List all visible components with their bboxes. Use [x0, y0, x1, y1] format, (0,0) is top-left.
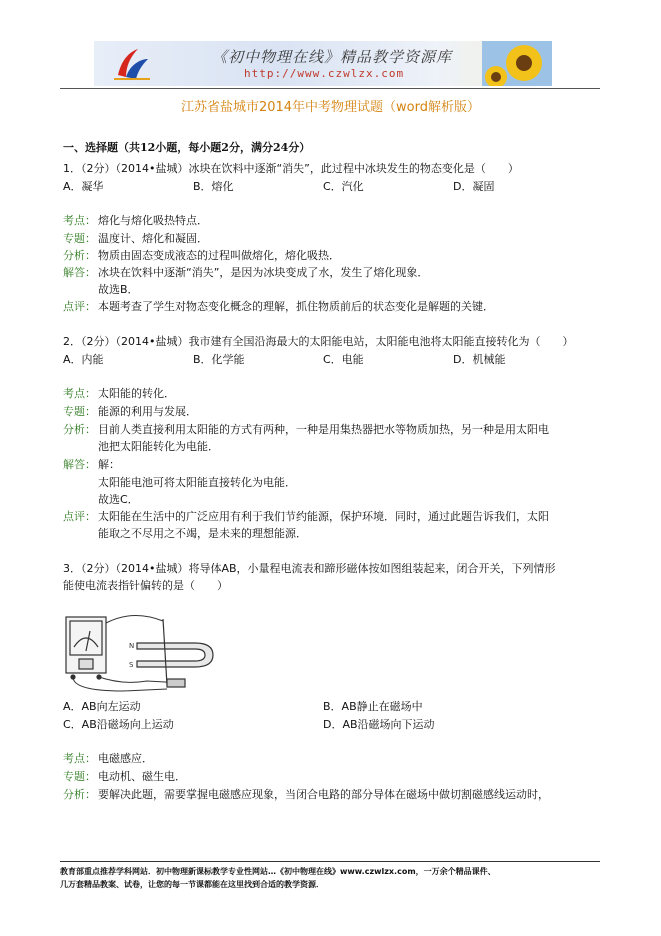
- q2-option-a: A．内能: [63, 353, 104, 366]
- q2-answer: 故选C．: [98, 493, 139, 506]
- q1-dianping: 本题考查了学生对物态变化概念的理解，抓住物质前后的状态变化是解题的关键．: [98, 300, 494, 313]
- q3-fenxi: 要解决此题，需要掌握电磁感应现象，当闭合电路的部分导体在磁场中做切割磁感线运动时，: [98, 788, 549, 801]
- q1-stem: 1．（2分）（2014•盐城）冰块在饮料中逐渐“消失”，此过程中冰块发生的物态变化是（ ）: [63, 162, 519, 175]
- q3-option-a: A．AB向左运动: [63, 700, 141, 713]
- q1-option-a: A．凝华: [63, 180, 104, 193]
- conductor-ab-icon: [163, 619, 185, 687]
- q2-fenxi-label: 分析：: [63, 423, 96, 436]
- q3-stem-1: 3．（2分）（2014•盐城）将导体AB，小量程电流表和蹄形磁体按如图组装起来，闭合开关，下列情形: [63, 562, 556, 575]
- q2-option-c: C．电能: [323, 353, 364, 366]
- q3-zhuanti-label: 专题：: [63, 770, 96, 783]
- banner-title: 《初中物理在线》精品教学资源库: [212, 48, 453, 66]
- q2-jieda-1: 太阳能电池可将太阳能直接转化为电能．: [98, 476, 296, 489]
- q1-kaodian: 熔化与熔化吸热特点．: [98, 214, 208, 227]
- banner-url: http://www.czwlzx.com: [244, 67, 405, 80]
- q2-dianping-2: 能取之不尽用之不竭，是未来的理想能源．: [98, 527, 307, 540]
- footer-line-1: 教育部重点推荐学科网站．初中物理新课标教学专业性网站…《初中物理在线》www.czwlzx.com，一万余个精品课件、: [60, 867, 496, 876]
- svg-text:S: S: [129, 661, 134, 669]
- svg-text:N: N: [129, 642, 135, 650]
- site-logo-icon: [112, 47, 152, 81]
- q2-dianping-1: 太阳能在生活中的广泛应用有利于我们节约能源，保护环境．同时，通过此题告诉我们，太阳: [98, 510, 549, 523]
- q3-zhuanti: 电动机、磁生电．: [98, 770, 186, 783]
- q2-zhuanti: 能源的利用与发展．: [98, 405, 197, 418]
- q3-kaodian-label: 考点：: [63, 752, 96, 765]
- section-title: 一、选择题（共12小题，每小题2分，满分24分）: [63, 141, 311, 154]
- q1-option-d: D．凝固: [453, 180, 495, 193]
- q2-zhuanti-label: 专题：: [63, 405, 96, 418]
- q1-fenxi: 物质由固态变成液态的过程叫做熔化，熔化吸热．: [98, 249, 340, 262]
- q1-kaodian-label: 考点：: [63, 214, 96, 227]
- document-title: 江苏省盐城市2014年中考物理试题（word解析版）: [180, 100, 481, 115]
- q2-fenxi-2: 池把太阳能转化为电能．: [98, 440, 219, 453]
- q1-option-b: B．熔化: [193, 180, 234, 193]
- q3-fenxi-label: 分析：: [63, 788, 96, 801]
- q1-zhuanti-label: 专题：: [63, 232, 96, 245]
- q3-kaodian: 电磁感应．: [98, 752, 153, 765]
- q2-option-b: B．化学能: [193, 353, 245, 366]
- q1-fenxi-label: 分析：: [63, 249, 96, 262]
- q1-jieda: 冰块在饮料中逐渐“消失”，是因为冰块变成了水，发生了熔化现象．: [98, 266, 429, 279]
- q1-jieda-label: 解答：: [63, 266, 96, 279]
- q3-option-d: D．AB沿磁场向下运动: [323, 718, 435, 731]
- sunflower-icon: [482, 41, 552, 86]
- header-rule: [60, 88, 600, 89]
- q2-kaodian-label: 考点：: [63, 387, 96, 400]
- q1-dianping-label: 点评：: [63, 300, 96, 313]
- footer-rule: [60, 861, 600, 862]
- q3-circuit-figure: [63, 607, 223, 695]
- q1-answer: 故选B．: [98, 283, 139, 296]
- q2-fenxi-1: 目前人类直接利用太阳能的方式有两种，一种是用集热器把水等物质加热，另一种是用太阳电: [98, 423, 549, 436]
- q3-option-b: B．AB静止在磁场中: [323, 700, 423, 713]
- q1-zhuanti: 温度计、熔化和凝固．: [98, 232, 208, 245]
- q2-jieda: 解：: [98, 458, 120, 471]
- header-banner: [94, 41, 552, 86]
- q3-option-c: C．AB沿磁场向上运动: [63, 718, 174, 731]
- q1-option-c: C．汽化: [323, 180, 364, 193]
- horseshoe-magnet-icon: [129, 642, 213, 669]
- footer-line-2: 几万套精品教案、试卷，让您的每一节课都能在这里找到合适的教学资源．: [60, 880, 324, 889]
- q2-option-d: D．机械能: [453, 353, 506, 366]
- q3-stem-2: 能使电流表指针偏转的是（ ）: [63, 579, 228, 592]
- q2-kaodian: 太阳能的转化．: [98, 387, 175, 400]
- q2-jieda-label: 解答：: [63, 458, 96, 471]
- q2-dianping-label: 点评：: [63, 510, 96, 523]
- q2-stem: 2．（2分）（2014•盐城）我市建有全国沿海最大的太阳能电站，太阳能电池将太阳能直接转化为（ ）: [63, 335, 574, 348]
- ammeter-icon: [66, 617, 106, 679]
